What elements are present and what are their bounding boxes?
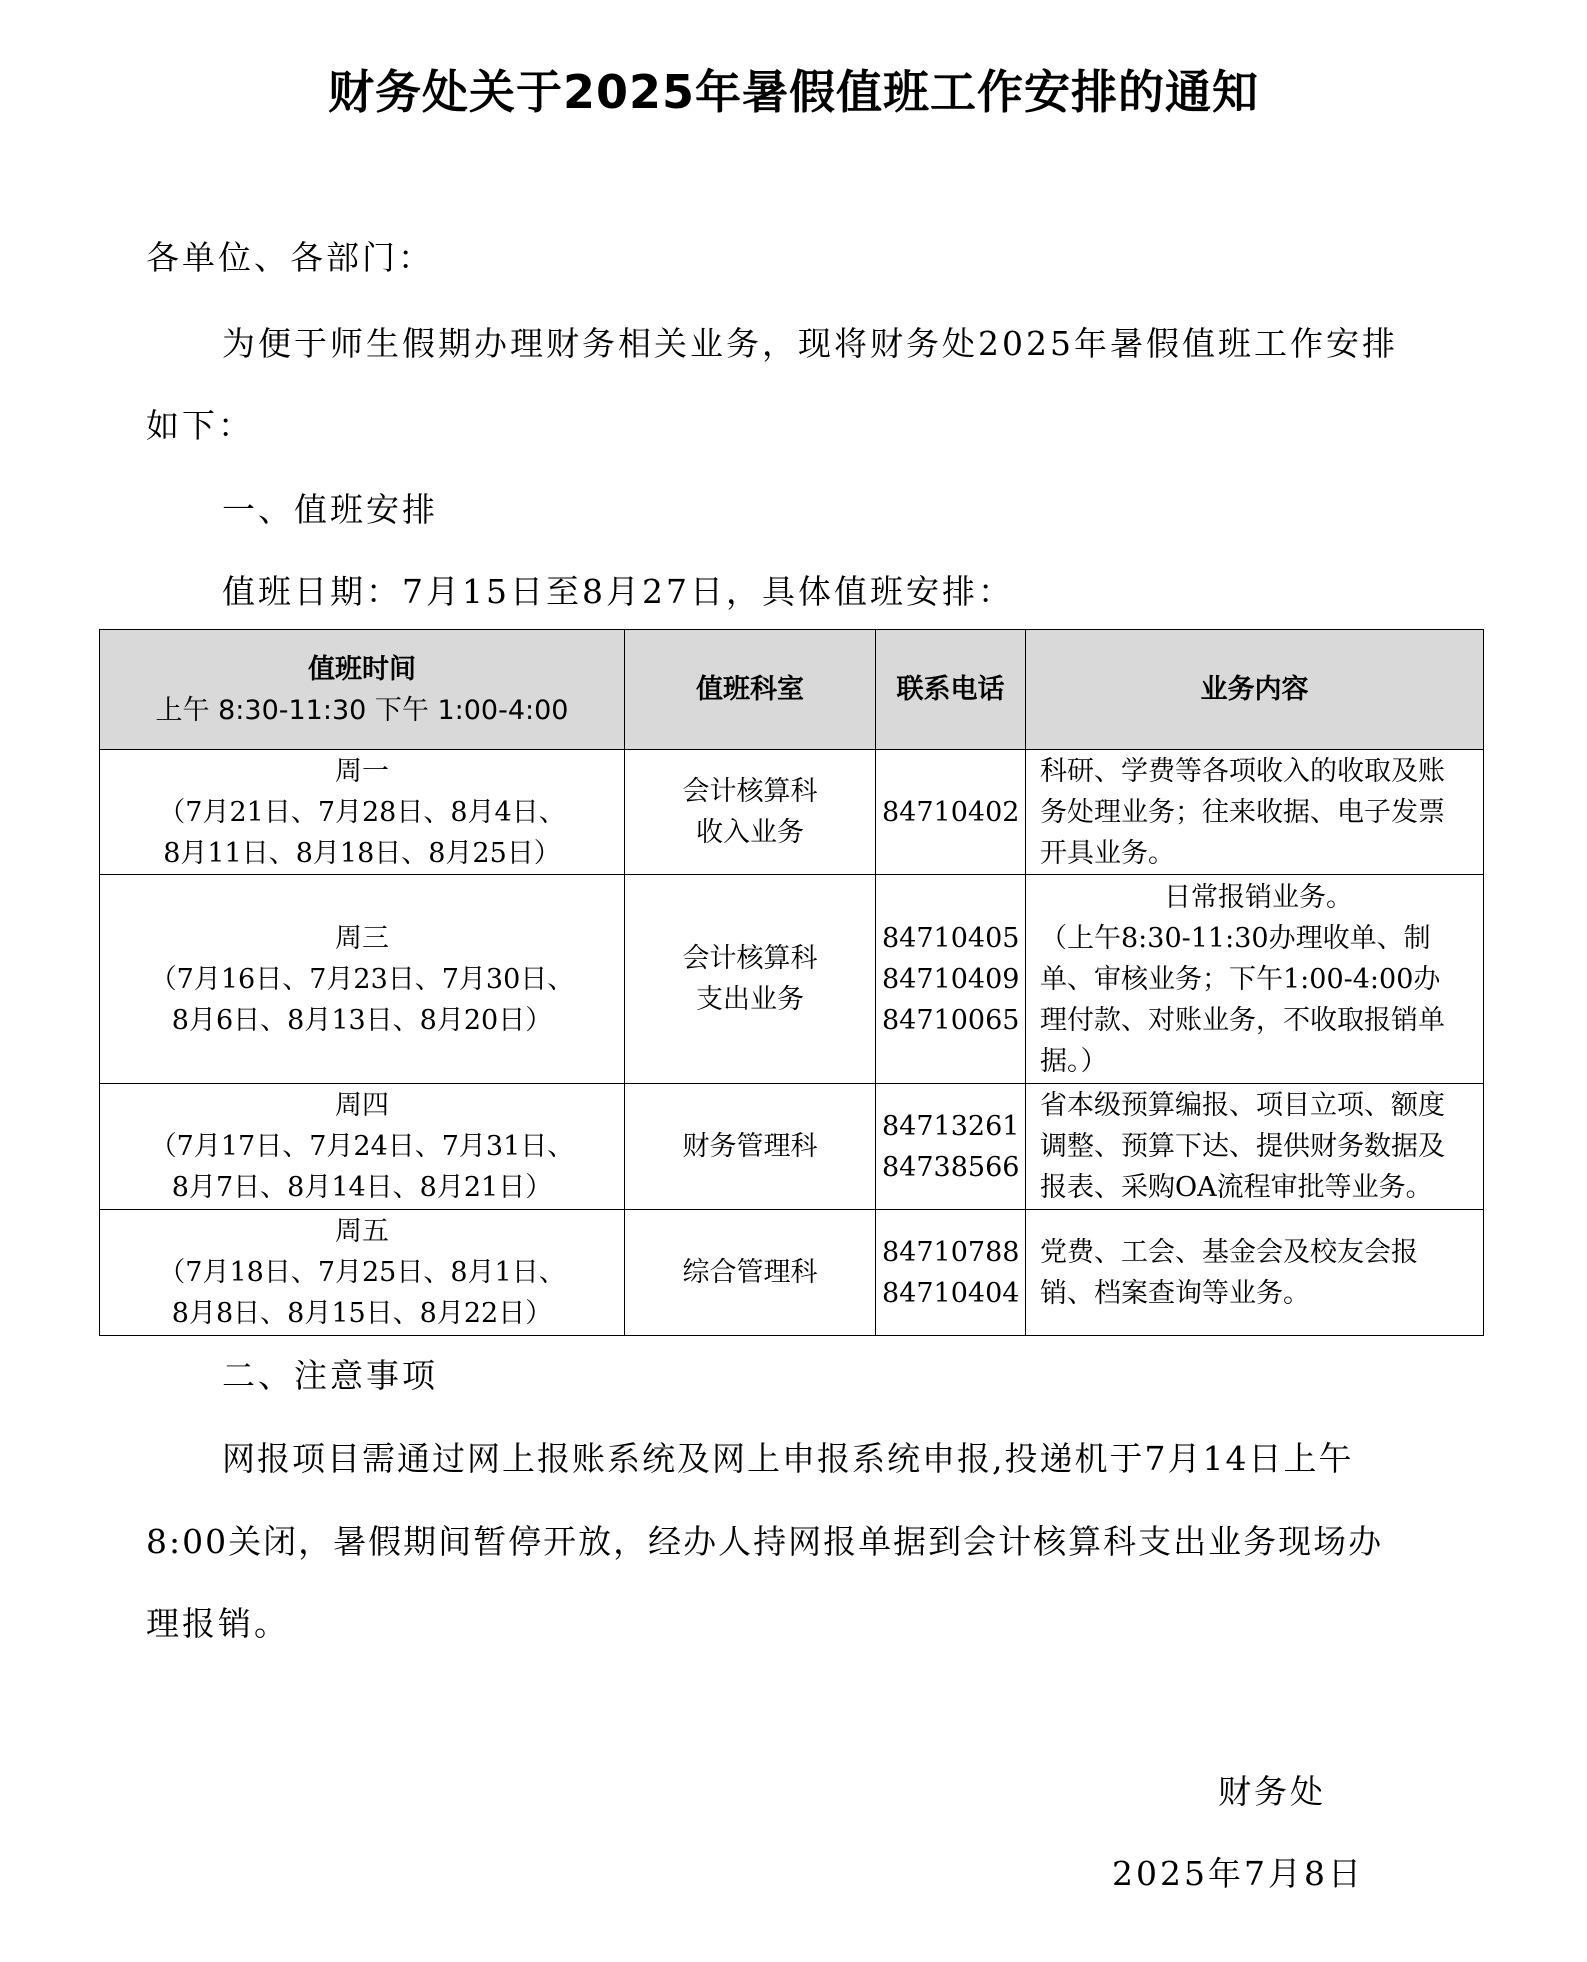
phone-number: 84710409 (882, 963, 1020, 995)
row-office (625, 1210, 876, 1336)
row-duty-time (100, 1084, 625, 1210)
row-dates-1: （7月18日、7月25日、8月1日、 (158, 1257, 566, 1288)
row-dates-1: （7月21日、7月28日、8月4日、 (158, 796, 566, 828)
phone-number: 84713261 (882, 1110, 1020, 1142)
content-line: 理付款、对账业务，不收取报销单 (1040, 1004, 1445, 1036)
phone-number: 84710402 (882, 796, 1020, 828)
phone-number: 84710405 (882, 922, 1020, 954)
notice-line-1: 网报项目需通过网上报账系统及网上申报系统申报,投递机于7月14日上午 (222, 1439, 1354, 1478)
row-office-2: 收入业务 (696, 817, 804, 848)
row-phone (876, 1210, 1026, 1336)
row-office-1: 综合管理科 (682, 1257, 818, 1288)
header-office: 值班科室 (625, 630, 876, 750)
header-time-title: 值班时间 (308, 653, 416, 685)
row-office (625, 1084, 876, 1210)
table-row (100, 1210, 1484, 1336)
row-phone (876, 1084, 1026, 1210)
table-row (100, 750, 1484, 875)
table-row (100, 875, 1484, 1084)
content-line: 单、审核业务；下午1:00-4:00办 (1040, 963, 1441, 995)
signature-org: 财务处 (1218, 1772, 1326, 1811)
notice-line-2: 8:00关闭，暑假期间暂停开放，经办人持网报单据到会计核算科支出业务现场办 (146, 1522, 1384, 1561)
section1-heading: 一、值班安排 (222, 490, 438, 529)
row-office-1: 会计核算科 (682, 776, 818, 807)
phone-number: 84710788 (882, 1236, 1020, 1268)
phone-number: 84710404 (882, 1277, 1020, 1309)
table-header-row (100, 630, 1484, 750)
salutation: 各单位、各部门： (146, 238, 434, 277)
header-time-hours: 上午 8:30-11:30 下午 1:00-4:00 (155, 694, 569, 726)
row-office-1: 财务管理科 (682, 1131, 818, 1162)
row-day: 周三 (335, 922, 389, 954)
row-office (625, 750, 876, 875)
row-office-1: 会计核算科 (682, 943, 818, 974)
row-day: 周一 (335, 755, 389, 787)
header-phone: 联系电话 (876, 630, 1026, 750)
row-duty-time (100, 750, 625, 875)
row-dates-2: 8月11日、8月18日、8月25日） (163, 837, 561, 869)
row-dates-1: （7月16日、7月23日、7月30日、 (149, 963, 575, 995)
duty-dates: 值班日期：7月15日至8月27日，具体值班安排： (222, 572, 1014, 611)
content-line: 党费、工会、基金会及校友会报 (1040, 1236, 1418, 1268)
intro-line-1: 为便于师生假期办理财务相关业务，现将财务处2025年暑假值班工作安排 (222, 324, 1398, 363)
row-dates-1: （7月17日、7月24日、7月31日、 (149, 1131, 575, 1162)
row-dates-2: 8月8日、8月15日、8月22日） (171, 1298, 553, 1329)
content-line: 调整、预算下达、提供财务数据及 (1040, 1131, 1445, 1162)
content-line: 务处理业务；往来收据、电子发票 (1040, 796, 1445, 828)
intro-line-2: 如下： (146, 406, 254, 445)
section2-heading: 二、注意事项 (222, 1356, 438, 1395)
header-duty-time (100, 630, 625, 750)
page-title: 财务处关于2025年暑假值班工作安排的通知 (327, 65, 1260, 119)
row-office (625, 875, 876, 1084)
row-duty-time (100, 1210, 625, 1336)
phone-number: 84738566 (882, 1151, 1020, 1183)
content-line: 科研、学费等各项收入的收取及账 (1040, 755, 1445, 787)
row-content (1026, 1084, 1484, 1210)
content-line: 省本级预算编报、项目立项、额度 (1040, 1090, 1445, 1121)
duty-schedule-table (99, 629, 1484, 1336)
content-line: 销、档案查询等业务。 (1040, 1277, 1310, 1309)
table-row (100, 1084, 1484, 1210)
content-line: 开具业务。 (1040, 837, 1175, 869)
row-content (1026, 750, 1484, 875)
row-dates-2: 8月6日、8月13日、8月20日） (171, 1004, 553, 1036)
content-title: 日常报销业务。 (1164, 881, 1353, 913)
row-content (1026, 875, 1484, 1084)
content-line: 报表、采购OA流程审批等业务。 (1040, 1172, 1433, 1203)
row-day: 周四 (335, 1090, 389, 1121)
row-duty-time (100, 875, 625, 1084)
notice-line-3: 理报销。 (146, 1604, 290, 1643)
header-content: 业务内容 (1026, 630, 1484, 750)
row-phone (876, 750, 1026, 875)
content-line: （上午8:30-11:30办理收单、制 (1040, 922, 1431, 954)
phone-number: 84710065 (882, 1004, 1020, 1036)
row-dates-2: 8月7日、8月14日、8月21日） (171, 1172, 553, 1203)
row-phone (876, 875, 1026, 1084)
row-day: 周五 (335, 1216, 389, 1247)
row-content (1026, 1210, 1484, 1336)
row-office-2: 支出业务 (696, 984, 804, 1015)
signature-date: 2025年7月8日 (1112, 1854, 1364, 1893)
content-line: 据。） (1040, 1045, 1108, 1077)
